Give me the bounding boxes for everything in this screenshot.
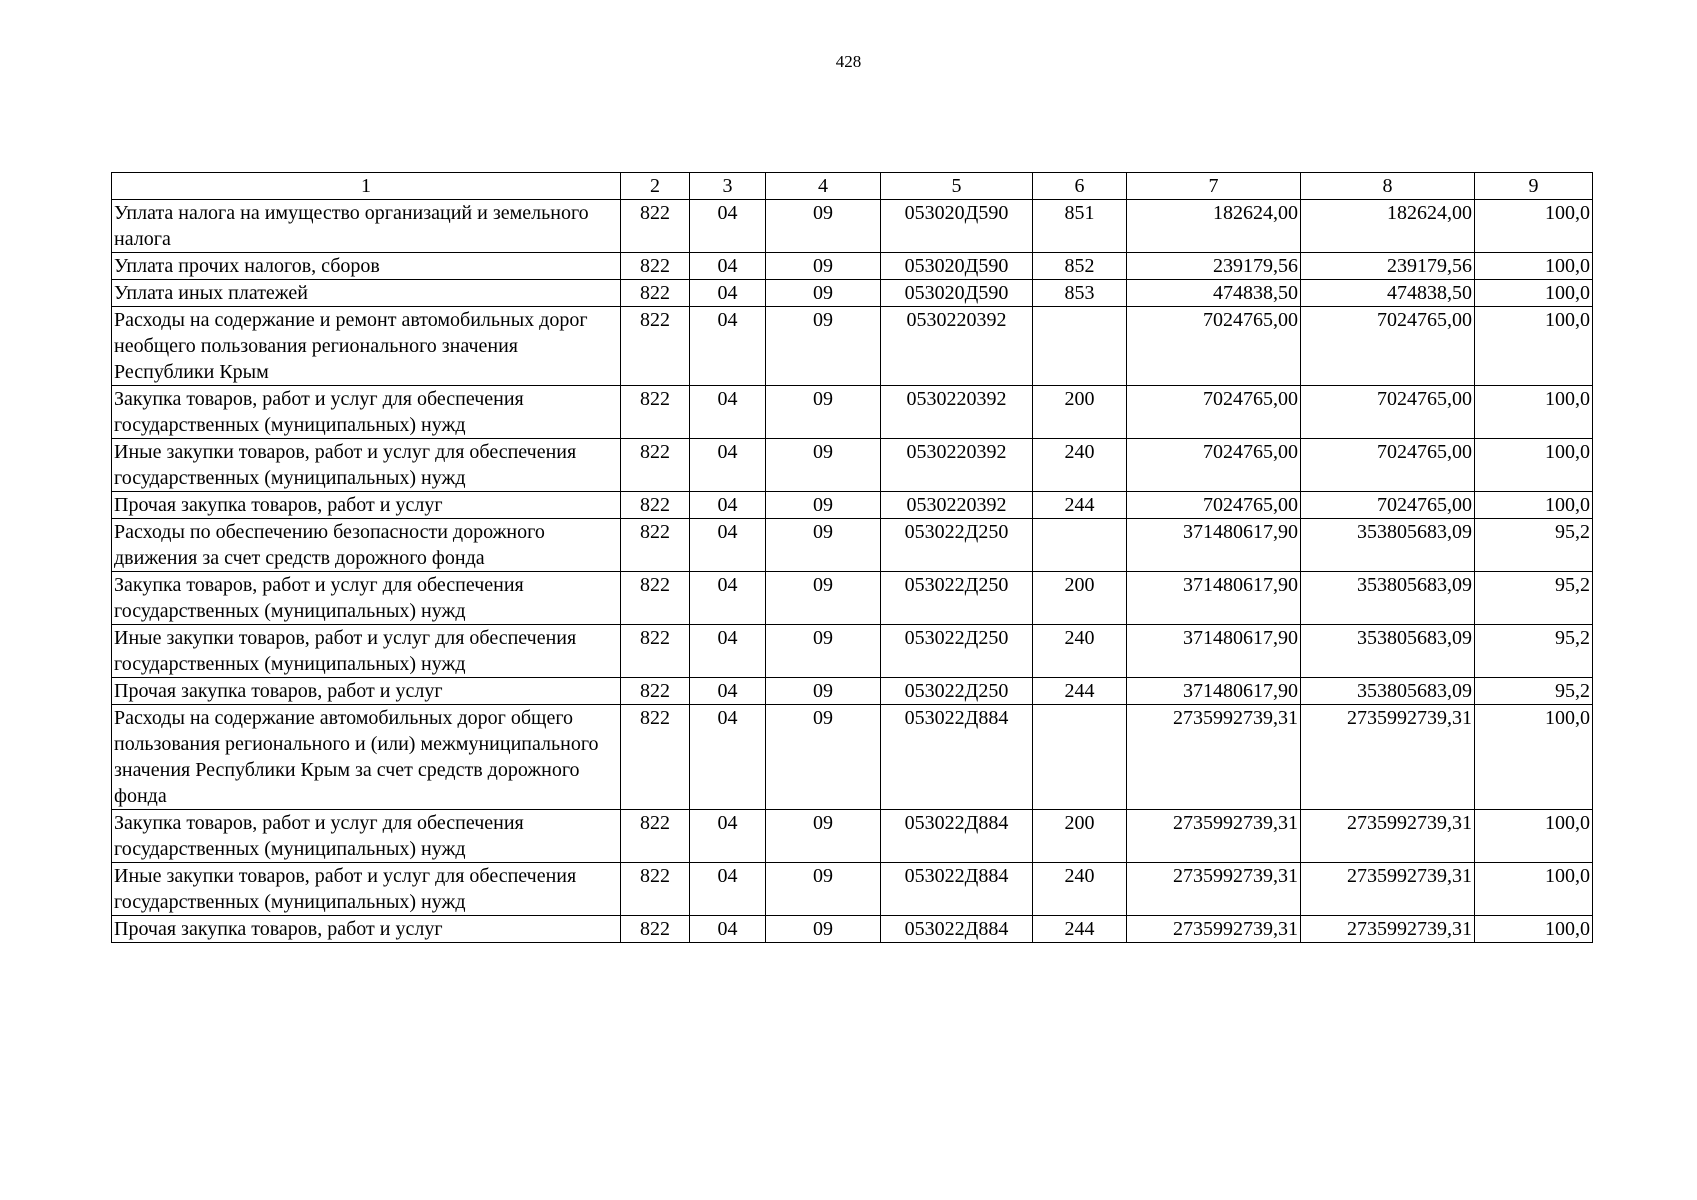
table-row [112,307,1593,386]
planned-amount-cell: 371480617,90 [1127,678,1301,705]
table-row [112,280,1593,307]
planned-amount-cell: 371480617,90 [1127,572,1301,625]
department-code-cell: 822 [621,916,690,943]
executed-amount-cell: 353805683,09 [1301,678,1475,705]
expense-type-cell: 240 [1033,439,1127,492]
expense-name-cell: Закупка товаров, работ и услуг для обеспечения государственных (муниципальных) нужд [112,810,621,863]
expense-type-cell: 200 [1033,810,1127,863]
target-item-cell: 0530220392 [881,307,1033,386]
column-header: 7 [1127,173,1301,200]
executed-amount-cell: 7024765,00 [1301,307,1475,386]
target-item-cell: 053022Д250 [881,625,1033,678]
executed-amount-cell: 7024765,00 [1301,439,1475,492]
section-code-cell: 04 [690,386,766,439]
table-row [112,705,1593,810]
subsection-code-cell: 09 [766,625,881,678]
subsection-code-cell: 09 [766,705,881,810]
section-code-cell: 04 [690,253,766,280]
table-row [112,625,1593,678]
execution-percent-cell: 100,0 [1475,200,1593,253]
column-header: 5 [881,173,1033,200]
expense-name-cell: Закупка товаров, работ и услуг для обеспечения государственных (муниципальных) нужд [112,386,621,439]
department-code-cell: 822 [621,625,690,678]
table-row [112,253,1593,280]
section-code-cell: 04 [690,572,766,625]
page-number: 428 [835,52,862,71]
expense-name-cell: Иные закупки товаров, работ и услуг для обеспечения государственных (муниципальных) нужд [112,863,621,916]
table-row [112,200,1593,253]
section-code-cell: 04 [690,705,766,810]
expense-type-cell: 244 [1033,492,1127,519]
table-row [112,439,1593,492]
expense-name-cell: Расходы по обеспечению безопасности дорожного движения за счет средств дорожного фонда [112,519,621,572]
department-code-cell: 822 [621,307,690,386]
execution-percent-cell: 100,0 [1475,492,1593,519]
section-code-cell: 04 [690,492,766,519]
expense-type-cell [1033,705,1127,810]
column-header: 1 [112,173,621,200]
subsection-code-cell: 09 [766,863,881,916]
execution-percent-cell: 95,2 [1475,678,1593,705]
planned-amount-cell: 7024765,00 [1127,492,1301,519]
executed-amount-cell: 353805683,09 [1301,572,1475,625]
execution-percent-cell: 100,0 [1475,705,1593,810]
column-header: 8 [1301,173,1475,200]
column-header: 9 [1475,173,1593,200]
executed-amount-cell: 353805683,09 [1301,519,1475,572]
target-item-cell: 053022Д250 [881,572,1033,625]
expense-type-cell: 240 [1033,863,1127,916]
execution-percent-cell: 100,0 [1475,280,1593,307]
expense-type-cell: 240 [1033,625,1127,678]
subsection-code-cell: 09 [766,916,881,943]
execution-percent-cell: 95,2 [1475,625,1593,678]
execution-percent-cell: 95,2 [1475,519,1593,572]
target-item-cell: 0530220392 [881,492,1033,519]
execution-percent-cell: 100,0 [1475,810,1593,863]
expense-type-cell [1033,307,1127,386]
expense-type-cell: 244 [1033,916,1127,943]
executed-amount-cell: 2735992739,31 [1301,863,1475,916]
expense-name-cell: Расходы на содержание и ремонт автомобильных дорог необщего пользования регионального значения Республики Крым [112,307,621,386]
planned-amount-cell: 2735992739,31 [1127,810,1301,863]
target-item-cell: 053020Д590 [881,200,1033,253]
executed-amount-cell: 2735992739,31 [1301,916,1475,943]
execution-percent-cell: 100,0 [1475,916,1593,943]
table-body [112,200,1593,943]
execution-percent-cell: 95,2 [1475,572,1593,625]
planned-amount-cell: 7024765,00 [1127,386,1301,439]
expense-type-cell: 244 [1033,678,1127,705]
executed-amount-cell: 2735992739,31 [1301,705,1475,810]
table-row [112,678,1593,705]
target-item-cell: 053022Д250 [881,519,1033,572]
target-item-cell: 0530220392 [881,386,1033,439]
expense-name-cell: Иные закупки товаров, работ и услуг для обеспечения государственных (муниципальных) нужд [112,439,621,492]
target-item-cell: 0530220392 [881,439,1033,492]
section-code-cell: 04 [690,678,766,705]
expense-type-cell: 852 [1033,253,1127,280]
department-code-cell: 822 [621,386,690,439]
executed-amount-cell: 7024765,00 [1301,386,1475,439]
department-code-cell: 822 [621,439,690,492]
section-code-cell: 04 [690,519,766,572]
target-item-cell: 053022Д884 [881,863,1033,916]
section-code-cell: 04 [690,200,766,253]
expense-type-cell: 200 [1033,572,1127,625]
subsection-code-cell: 09 [766,253,881,280]
expense-name-cell: Закупка товаров, работ и услуг для обеспечения государственных (муниципальных) нужд [112,572,621,625]
department-code-cell: 822 [621,200,690,253]
expense-name-cell: Уплата прочих налогов, сборов [112,253,621,280]
execution-percent-cell: 100,0 [1475,386,1593,439]
planned-amount-cell: 371480617,90 [1127,519,1301,572]
expense-name-cell: Уплата налога на имущество организаций и земельного налога [112,200,621,253]
column-number-row [112,173,1593,200]
department-code-cell: 822 [621,863,690,916]
department-code-cell: 822 [621,280,690,307]
table-row [112,863,1593,916]
department-code-cell: 822 [621,572,690,625]
planned-amount-cell: 2735992739,31 [1127,705,1301,810]
table-row [112,916,1593,943]
table-row [112,810,1593,863]
section-code-cell: 04 [690,439,766,492]
planned-amount-cell: 7024765,00 [1127,439,1301,492]
expense-name-cell: Уплата иных платежей [112,280,621,307]
target-item-cell: 053022Д884 [881,916,1033,943]
target-item-cell: 053022Д250 [881,678,1033,705]
table-row [112,572,1593,625]
target-item-cell: 053022Д884 [881,705,1033,810]
expense-name-cell: Расходы на содержание автомобильных дорог общего пользования регионального и (или) межмуниципального значения Республики Крым за счет средств дорожного фонда [112,705,621,810]
column-header: 2 [621,173,690,200]
execution-percent-cell: 100,0 [1475,439,1593,492]
expense-type-cell [1033,519,1127,572]
target-item-cell: 053020Д590 [881,280,1033,307]
expense-type-cell: 200 [1033,386,1127,439]
subsection-code-cell: 09 [766,280,881,307]
department-code-cell: 822 [621,678,690,705]
execution-percent-cell: 100,0 [1475,253,1593,280]
department-code-cell: 822 [621,253,690,280]
column-header: 6 [1033,173,1127,200]
table-row [112,519,1593,572]
budget-table [111,172,1593,943]
planned-amount-cell: 2735992739,31 [1127,863,1301,916]
planned-amount-cell: 2735992739,31 [1127,916,1301,943]
executed-amount-cell: 182624,00 [1301,200,1475,253]
table-row [112,386,1593,439]
section-code-cell: 04 [690,863,766,916]
subsection-code-cell: 09 [766,200,881,253]
planned-amount-cell: 474838,50 [1127,280,1301,307]
target-item-cell: 053022Д884 [881,810,1033,863]
department-code-cell: 822 [621,810,690,863]
expense-name-cell: Иные закупки товаров, работ и услуг для обеспечения государственных (муниципальных) нужд [112,625,621,678]
subsection-code-cell: 09 [766,810,881,863]
expense-type-cell: 853 [1033,280,1127,307]
section-code-cell: 04 [690,307,766,386]
subsection-code-cell: 09 [766,678,881,705]
executed-amount-cell: 239179,56 [1301,253,1475,280]
subsection-code-cell: 09 [766,572,881,625]
department-code-cell: 822 [621,705,690,810]
expense-type-cell: 851 [1033,200,1127,253]
section-code-cell: 04 [690,625,766,678]
column-header: 3 [690,173,766,200]
executed-amount-cell: 353805683,09 [1301,625,1475,678]
subsection-code-cell: 09 [766,386,881,439]
subsection-code-cell: 09 [766,439,881,492]
department-code-cell: 822 [621,519,690,572]
execution-percent-cell: 100,0 [1475,307,1593,386]
subsection-code-cell: 09 [766,307,881,386]
planned-amount-cell: 7024765,00 [1127,307,1301,386]
section-code-cell: 04 [690,810,766,863]
executed-amount-cell: 7024765,00 [1301,492,1475,519]
column-header: 4 [766,173,881,200]
subsection-code-cell: 09 [766,519,881,572]
expense-name-cell: Прочая закупка товаров, работ и услуг [112,678,621,705]
section-code-cell: 04 [690,280,766,307]
expense-name-cell: Прочая закупка товаров, работ и услуг [112,916,621,943]
section-code-cell: 04 [690,916,766,943]
department-code-cell: 822 [621,492,690,519]
executed-amount-cell: 474838,50 [1301,280,1475,307]
table-row [112,492,1593,519]
subsection-code-cell: 09 [766,492,881,519]
planned-amount-cell: 371480617,90 [1127,625,1301,678]
expense-name-cell: Прочая закупка товаров, работ и услуг [112,492,621,519]
planned-amount-cell: 239179,56 [1127,253,1301,280]
target-item-cell: 053020Д590 [881,253,1033,280]
executed-amount-cell: 2735992739,31 [1301,810,1475,863]
planned-amount-cell: 182624,00 [1127,200,1301,253]
execution-percent-cell: 100,0 [1475,863,1593,916]
